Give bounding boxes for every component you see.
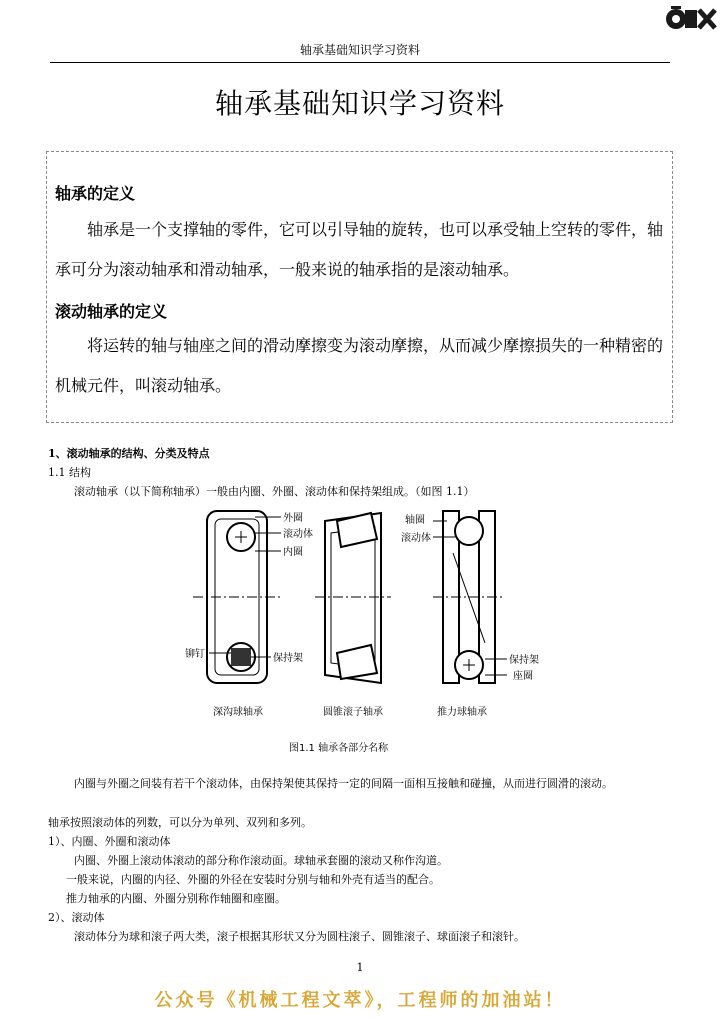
subsection-heading: 1.1 结构 [48,466,91,479]
label-cage: 保持架 [273,653,303,664]
label-rivet: 铆钉 [185,649,205,660]
page-number: 1 [356,961,364,974]
paragraph-rolling-body-types: 滚动体分为球和滚子两大类，滚子根据其形状又分为圆柱滚子、圆锥滚子、球面滚子和滚针。 [74,930,525,943]
item-heading-rings: 1）、内圈、外圈和滚动体 [48,835,171,848]
figure-caption: 图1.1 轴承各部分名称 [289,743,389,754]
definition-paragraph-rolling-bearing: 将运转的轴与轴座之间的滑动摩擦变为滚动摩擦，从而减少摩擦损失的一种精密的机械元件，叫滚动轴承。 [55,336,664,395]
paragraph-rolling: 内圈与外圈之间装有若干个滚动体，由保持架使其保持一定的间隔一面相互接触和碰撞，从而进行圆滑的滚动。 [74,777,613,790]
label-outer-ring: 外圈 [283,513,303,524]
definition-heading-rolling-bearing: 滚动轴承的定义 [55,302,168,321]
paragraph-fit: 一般来说，内圈的内径、外圈的外径在安装时分别与轴和外壳有适当的配合。 [66,873,440,886]
paragraph-rows: 轴承按照滚动体的列数，可以分为单列、双列和多列。 [48,816,312,829]
sublabel-thrust: 推力球轴承 [437,707,487,718]
label-rolling-body-thrust: 滚动体 [401,533,431,544]
bearing-parts-figure [185,503,545,763]
definition-heading-bearing: 轴承的定义 [55,184,136,203]
running-header: 轴承基础知识学习资料 [299,43,420,57]
sublabel-tapered: 圆锥滚子轴承 [323,707,383,718]
paragraph-thrust: 推力轴承的内圈、外圈分别称作轴圈和座圈。 [66,892,286,905]
intro-paragraph: 滚动轴承（以下简称轴承）一般由内圈、外圈、滚动体和保持架组成。（如图 1.1） [74,485,475,498]
tapered-roller-bearing-drawing [315,513,391,683]
thrust-ball-bearing-drawing [433,511,507,683]
definition-paragraph-bearing: 轴承是一个支撑轴的零件，它可以引导轴的旋转，也可以承受轴上空转的零件，轴承可分为滚动轴承和滑动轴承，一般来说的轴承指的是滚动轴承。 [55,220,664,279]
sublabel-deep-groove: 深沟球轴承 [213,707,263,718]
document-title: 轴承基础知识学习资料 [214,87,505,120]
label-rolling-body: 滚动体 [283,529,313,540]
label-cage-thrust: 保持架 [509,655,539,666]
deep-groove-ball-bearing-drawing [193,511,281,683]
item-heading-rolling-body: 2）、滚动体 [48,911,105,924]
paragraph-raceway: 内圈、外圈上滚动体滚动的部分称作滚动面。球轴承套圈的滚动又称作沟道。 [74,854,448,867]
label-shaft-washer: 轴圈 [405,515,425,526]
header-rule [50,62,670,63]
label-inner-ring: 内圈 [283,547,303,558]
footer-slogan: 公众号《机械工程文萃》，工程师的加油站！ [154,990,566,1011]
section-heading: 1、滚动轴承的结构、分类及特点 [48,447,210,460]
label-seat-washer: 座圈 [513,671,533,682]
gear-logo-icon [663,4,717,34]
